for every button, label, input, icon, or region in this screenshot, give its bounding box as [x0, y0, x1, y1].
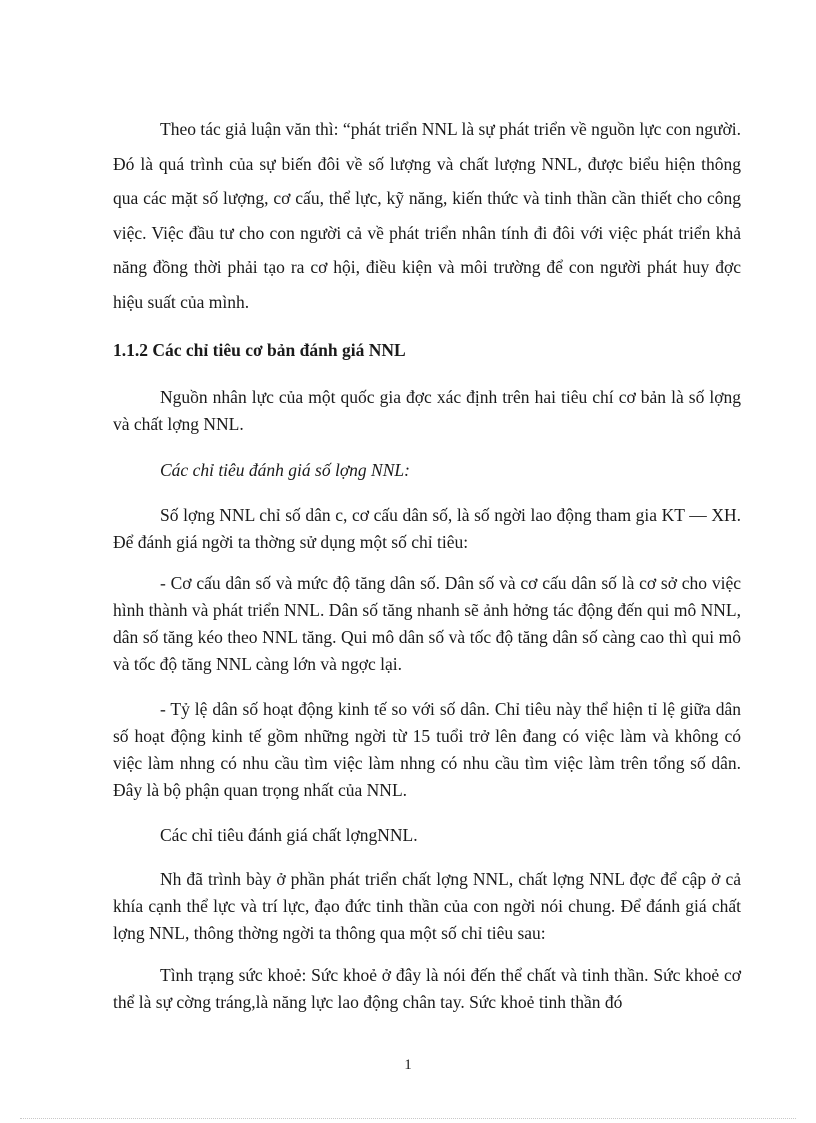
intro-paragraph: Theo tác giả luận văn thì: “phát triển NNL là sự phát triển về nguồn lực con người. Đó là quá trình của sự biến đôi về số lượng và chất lượng NNL, được biểu hiện thông qua các mặt số lượng, cơ cấu, thể lực, kỹ năng, kiến thức và tinh thần cần thiết cho công việc. Việc đầu tư cho con người cả về phát triển nhân tính đi đôi với việc phát triển khả năng đồng thời phải tạo ra cơ hội, điều kiện và môi trường để con người phát huy đợc hiệu suất của mình. — [113, 119, 741, 312]
quantity-subheading: Các chỉ tiêu đánh giá số lợng NNL: — [160, 460, 410, 480]
page-number: 1 — [404, 1057, 412, 1073]
economic-ratio-paragraph: - Tỷ lệ dân số hoạt động kinh tế so với số dân. Chỉ tiêu này thể hiện tỉ lệ giữa dân số hoạt động kinh tế gồm những ngời từ 15 tuổi trở lên đang có việc làm và không có việc làm nhng có nhu cầu tìm việc làm nhng có nhu cầu tìm việc làm trên tổng số dân. Đây là bộ phận quan trọng nhất của NNL. — [113, 699, 741, 800]
quantity-intro-paragraph: Nguồn nhân lực của một quốc gia đợc xác định trên hai tiêu chí cơ bản là số lợng và chất lợng NNL. — [113, 387, 741, 434]
health-paragraph: Tình trạng sức khoẻ: Sức khoẻ ở đây là nói đến thể chất và tinh thần. Sức khoẻ cơ thể là sự cờng tráng,là năng lực lao động chân tay. Sức khoẻ tinh thần đó — [113, 965, 741, 1012]
page-bottom-divider — [20, 1118, 796, 1119]
section-heading: 1.1.2 Các chỉ tiêu cơ bản đánh giá NNL — [113, 340, 406, 360]
quantity-paragraph: Số lợng NNL chỉ số dân c, cơ cấu dân số, là số ngời lao động tham gia KT — XH. Để đánh giá ngời ta thờng sử dụng một số chỉ tiêu: — [113, 505, 741, 552]
population-structure-paragraph: - Cơ cấu dân số và mức độ tăng dân số. Dân số và cơ cấu dân số là cơ sở cho việc hình thành và phát triển NNL. Dân số tăng nhanh sẽ ảnh hởng tác động đến qui mô NNL, dân số tăng kéo theo NNL tăng. Qui mô dân số và tốc độ tăng dân số càng cao thì qui mô và tốc độ tăng NNL càng lớn và ngợc lại. — [113, 573, 741, 674]
quality-subheading: Các chỉ tiêu đánh giá chất lợngNNL. — [160, 825, 418, 845]
document-body — [113, 112, 741, 320]
quality-paragraph: Nh đã trình bày ở phần phát triển chất lợng NNL, chất lợng NNL đợc để cập ở cả khía cạnh thể lực và trí lực, đạo đức tinh thần của con ngời nói chung. Để đánh giá chất lợng NNL, thông thờng ngời ta thông qua một số chỉ tiêu sau: — [113, 869, 741, 943]
